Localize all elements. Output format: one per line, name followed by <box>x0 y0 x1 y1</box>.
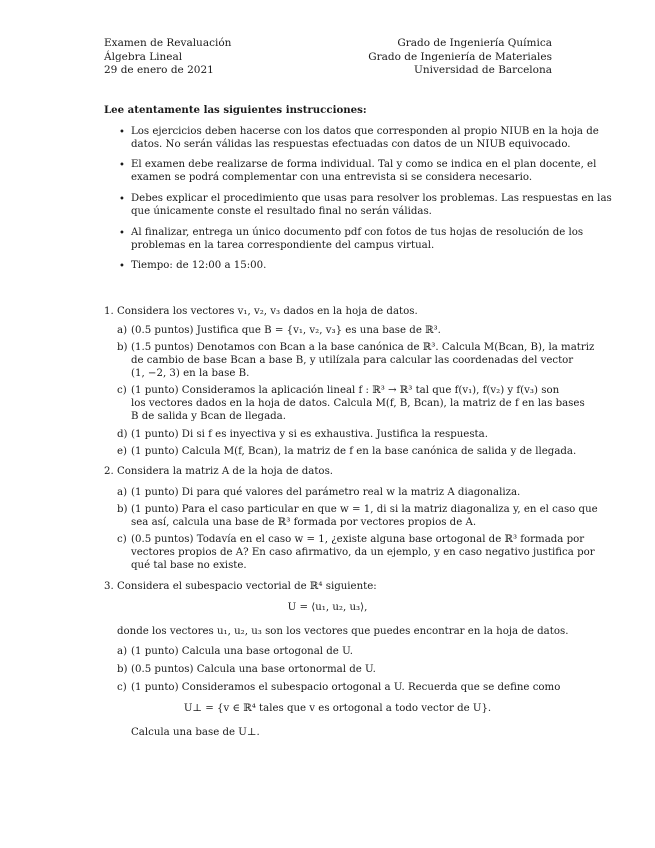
instruction-line: El examen debe realizarse de forma individual. Tal y como se indica en el plan docente, el <box>131 159 597 170</box>
header-right <box>368 37 552 78</box>
degree-2: Grado de Ingeniería de Materiales <box>368 50 552 63</box>
part-line: (1.5 puntos) Denotamos con Bcan a la base canónica de ℝ³. Calcula M(Bcan, B), la matriz <box>131 342 595 353</box>
part-line: (1 punto) Para el caso particular en que w = 1, di si la matriz diagonaliza y, en el caso que <box>131 504 598 515</box>
instruction-line: problemas en la tarea correspondiente del campus virtual. <box>131 240 435 251</box>
instruction-line: Debes explicar el procedimiento que usas para resolver los problemas. Las respuestas en las <box>131 193 612 204</box>
part-label: b) <box>117 664 128 675</box>
part-label: a) <box>117 487 128 498</box>
display-equation: U⊥ = {v ∈ ℝ⁴ tales que v es ortogonal a todo vector de U}. <box>183 703 492 714</box>
degree-1: Grado de Ingeniería Química <box>397 37 552 49</box>
problem-statement: Considera la matriz A de la hoja de datos. <box>117 466 334 477</box>
part-line: B de salida y Bcan de llegada. <box>131 411 286 422</box>
university: Universidad de Barcelona <box>414 64 552 77</box>
bullet-icon: • <box>119 194 125 205</box>
instruction-line: que únicamente conste el resultado final no serán válidas. <box>131 206 432 217</box>
part-label: e) <box>117 446 128 457</box>
part-line: vectores propios de A? En caso afirmativo, da un ejemplo, y en caso negativo justifica por <box>131 547 595 558</box>
header-left <box>104 37 231 78</box>
part-line: qué tal base no existe. <box>131 560 247 571</box>
instruction-line: Tiempo: de 12:00 a 15:00. <box>131 260 267 271</box>
part-line: (1 punto) Calcula M(f, Bcan), la matriz de f en la base canónica de salida y de llegada. <box>131 446 577 457</box>
instruction-line: datos. No serán válidas las respuestas efectuadas con datos de un NIUB equivocado. <box>131 139 571 150</box>
part-line: (1 punto) Di para qué valores del parámetro real w la matriz A diagonaliza. <box>131 487 521 498</box>
part-label: b) <box>117 504 128 515</box>
part-label: c) <box>117 682 127 693</box>
part-line: (1 punto) Calcula una base ortogonal de U. <box>131 646 353 657</box>
bullet-icon: • <box>119 261 125 272</box>
part-label: c) <box>117 534 127 545</box>
instruction-line: Los ejercicios deben hacerse con los datos que corresponden al propio NIUB en la hoja de <box>131 126 599 137</box>
exam-title: Examen de Revaluación <box>104 37 232 49</box>
part-label: d) <box>117 429 128 440</box>
course-name: Álgebra Lineal <box>104 50 183 63</box>
part-line: (0.5 puntos) Justifica que B = {v₁, v₂, v₃} es una base de ℝ³. <box>131 325 441 336</box>
problem-number: 3. <box>104 581 114 592</box>
problem-number: 2. <box>104 466 114 477</box>
part-line: (0.5 puntos) Todavía en el caso w = 1, ¿existe alguna base ortogonal de ℝ³ formada por <box>131 534 585 545</box>
display-equation: U = ⟨u₁, u₂, u₃⟩, <box>287 602 368 613</box>
bullet-icon: • <box>119 127 125 138</box>
part-line: de cambio de base Bcan a base B, y utilízala para calcular las coordenadas del vector <box>131 355 574 366</box>
problem-closing: Calcula una base de U⊥. <box>131 727 260 738</box>
problem-statement: Considera los vectores v₁, v₂, v₃ dados en la hoja de datos. <box>117 306 418 317</box>
part-line: (1 punto) Di si f es inyectiva y si es exhaustiva. Justifica la respuesta. <box>131 429 488 440</box>
problem-statement: Considera el subespacio vectorial de ℝ⁴ siguiente: <box>117 581 377 592</box>
instruction-line: Al finalizar, entrega un único documento pdf con fotos de tus hojas de resolución de los <box>131 227 584 238</box>
instructions-title: Lee atentamente las siguientes instrucciones: <box>104 104 367 116</box>
instruction-line: examen se podrá complementar con una entrevista si se considera necesario. <box>131 172 533 183</box>
bullet-icon: • <box>119 160 125 171</box>
problem-text: donde los vectores u₁, u₂, u₃ son los vectores que puedes encontrar en la hoja de datos. <box>117 626 569 637</box>
part-line: (1, −2, 3) en la base B. <box>131 368 250 379</box>
part-line: sea así, calcula una base de ℝ³ formada por vectores propios de A. <box>131 517 477 528</box>
part-label: b) <box>117 342 128 353</box>
part-label: a) <box>117 325 128 336</box>
part-label: c) <box>117 385 127 396</box>
part-label: a) <box>117 646 128 657</box>
problem-number: 1. <box>104 306 114 317</box>
part-line: (1 punto) Consideramos la aplicación lineal f : ℝ³ → ℝ³ tal que f(v₁), f(v₂) y f(v₃) son <box>131 385 560 396</box>
part-line: (0.5 puntos) Calcula una base ortonormal de U. <box>131 664 376 675</box>
part-line: los vectores dados en la hoja de datos. Calcula M(f, B, Bcan), la matriz de f en las bases <box>131 398 585 409</box>
part-line: (1 punto) Consideramos el subespacio ortogonal a U. Recuerda que se define como <box>131 682 561 693</box>
exam-date: 29 de enero de 2021 <box>104 64 214 77</box>
bullet-icon: • <box>119 228 125 239</box>
